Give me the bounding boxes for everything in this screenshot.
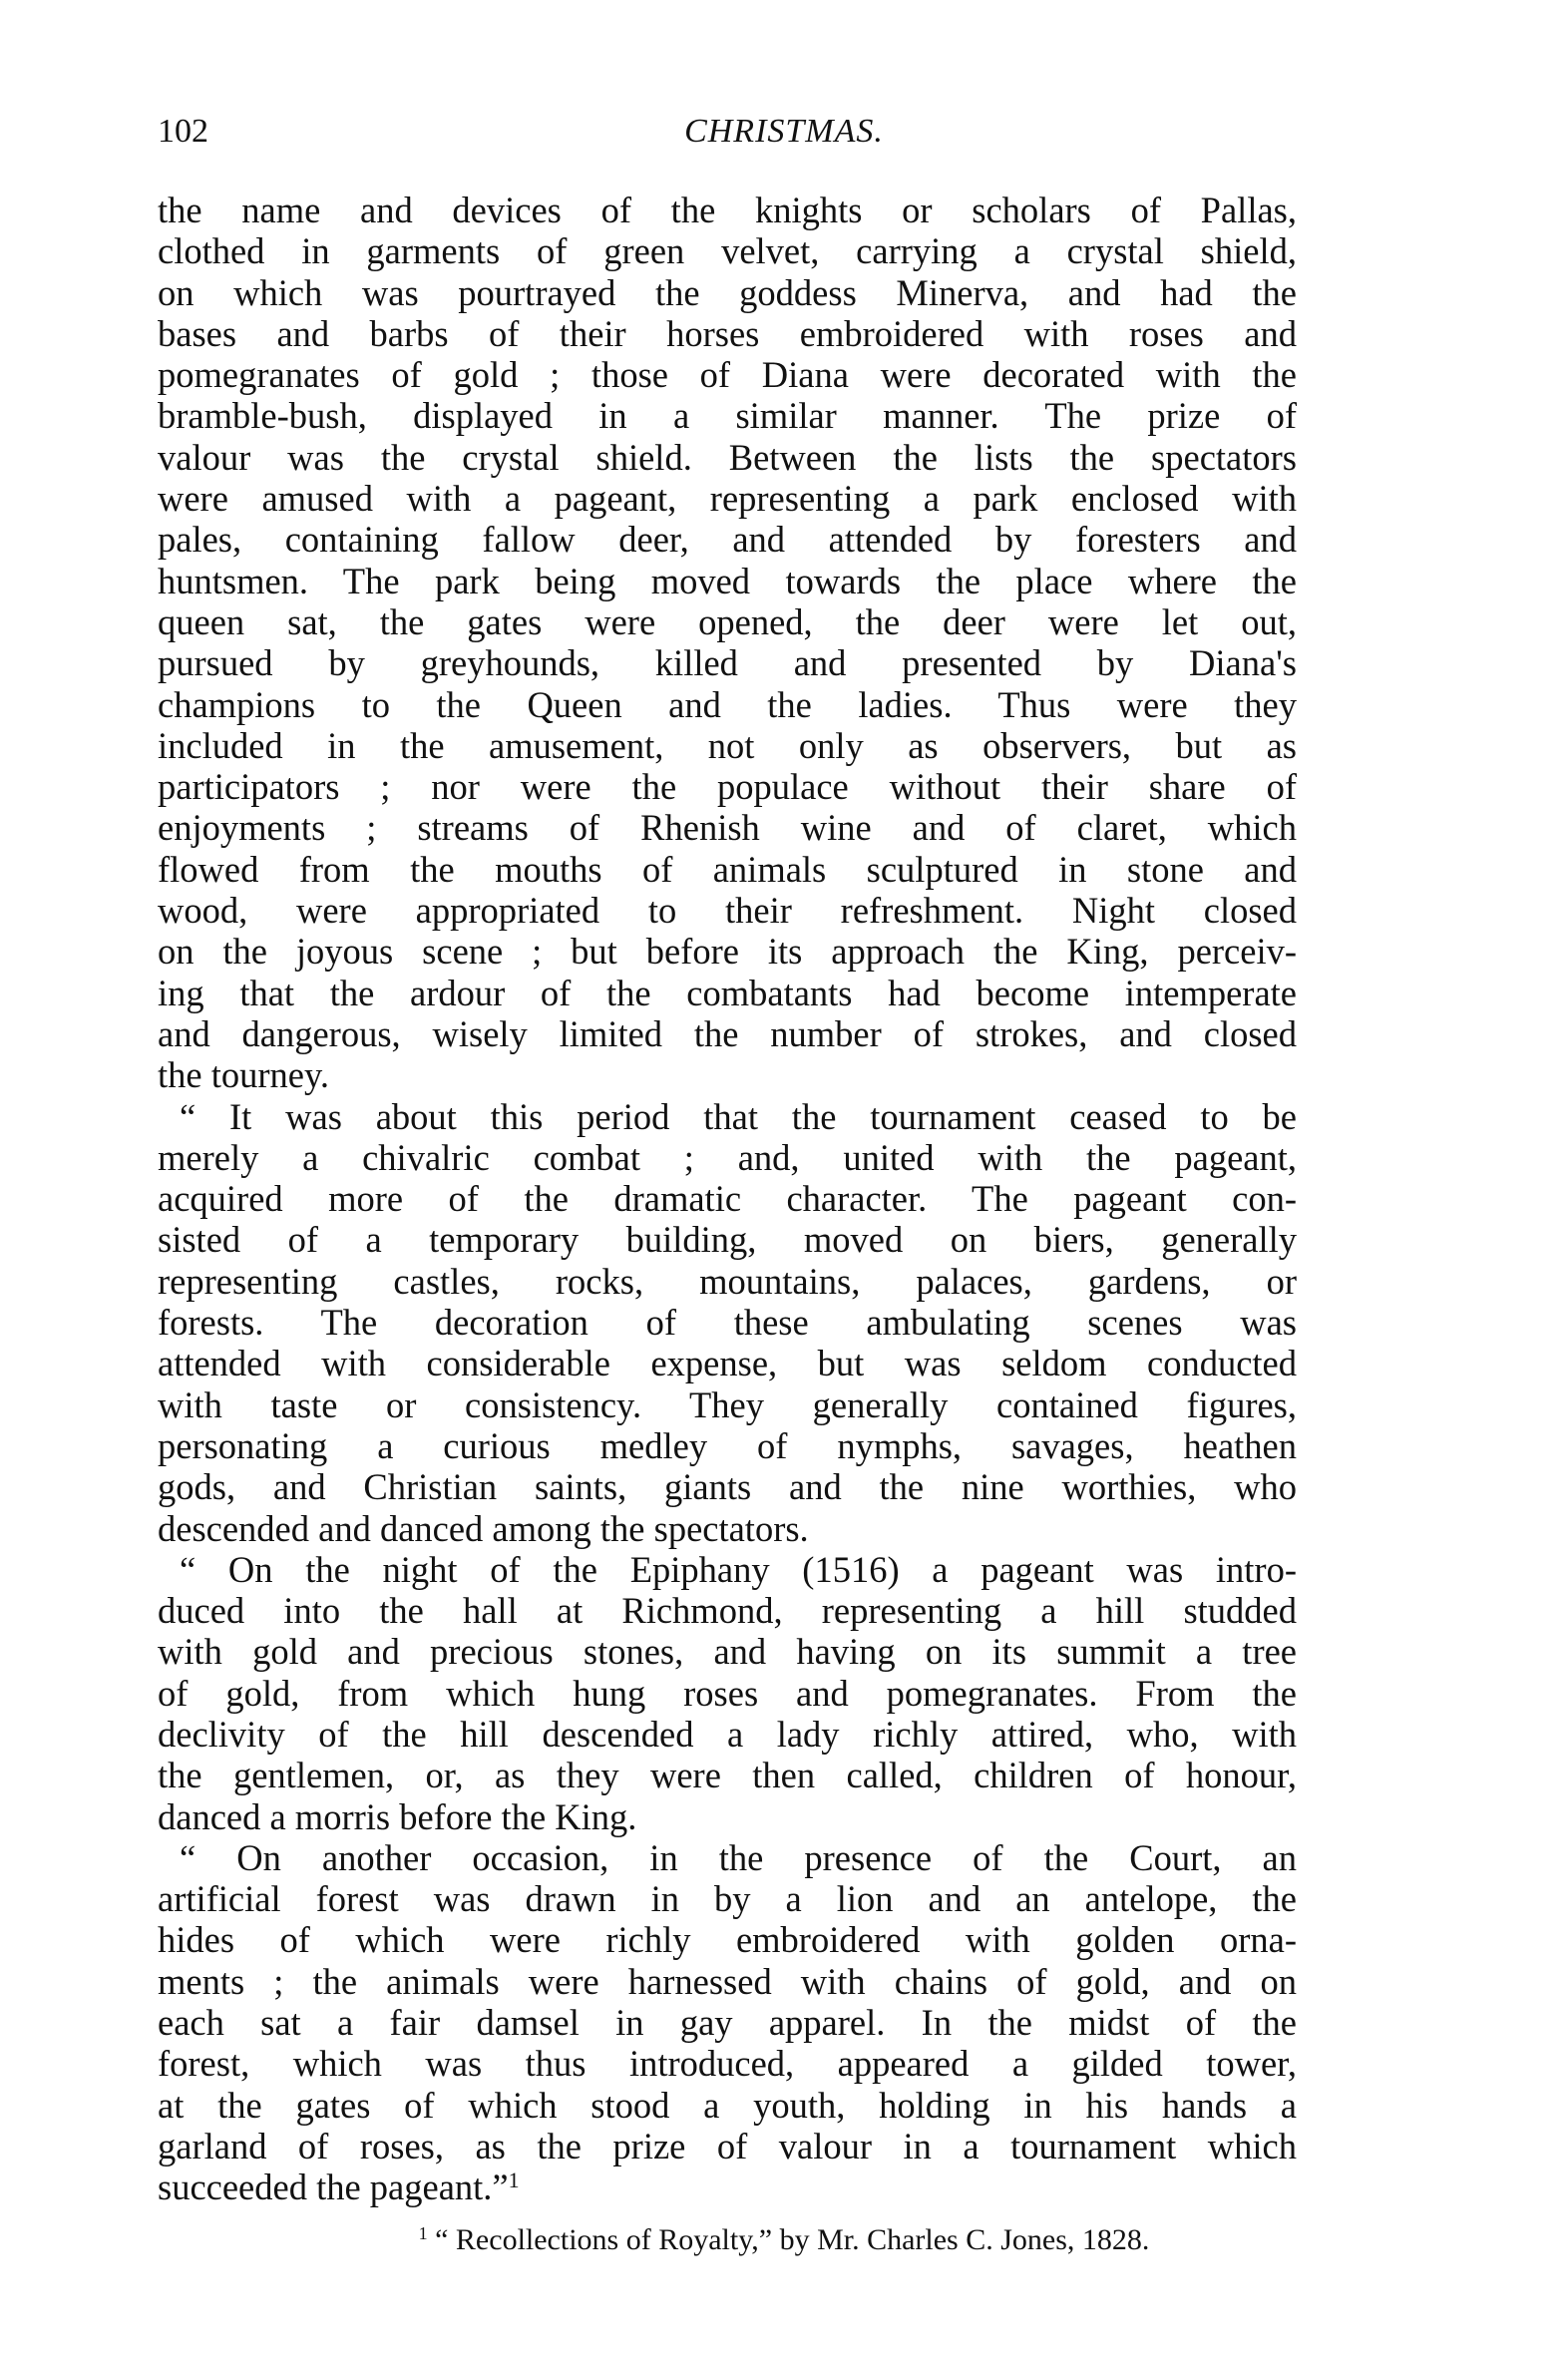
line-text: succeeded the pageant.” xyxy=(158,2166,509,2208)
line-text: “ On the night of the Epiphany (1516) a pageant was intro- xyxy=(180,1548,1297,1590)
line-text: enjoyments ; streams of Rhenish wine and of claret, which xyxy=(158,807,1297,849)
line-text: the gentlemen, or, as they were then called, children of honour, xyxy=(158,1755,1297,1796)
text-line xyxy=(158,931,1297,972)
text-line xyxy=(158,1755,1297,1795)
text-line xyxy=(158,1425,1297,1466)
footnote-reference: 1 xyxy=(508,2167,520,2193)
body-text xyxy=(158,190,1297,2208)
line-text: on the joyous scene ; but before its approach the King, perceiv- xyxy=(158,931,1297,973)
line-text: descended and danced among the spectators. xyxy=(158,1507,809,1549)
text-line xyxy=(158,684,1297,725)
paragraph xyxy=(158,190,1297,1096)
line-text: artificial forest was drawn in by a lion and an antelope, the xyxy=(158,1878,1297,1920)
text-line xyxy=(158,849,1297,890)
running-title: CHRISTMAS. xyxy=(684,113,884,150)
line-text: pursued by greyhounds, killed and presented by Diana's xyxy=(158,642,1297,684)
text-line xyxy=(158,272,1297,313)
line-text: and dangerous, wisely limited the number of strokes, and closed xyxy=(158,1012,1297,1054)
line-text: participators ; nor were the populace without their share of xyxy=(158,766,1297,808)
line-text: flowed from the mouths of animals sculptured in stone and xyxy=(158,848,1297,890)
line-text: pales, containing fallow deer, and attended by foresters and xyxy=(158,519,1297,561)
text-line xyxy=(158,313,1297,354)
text-line xyxy=(158,1919,1297,1960)
line-text: attended with considerable expense, but was seldom conducted xyxy=(158,1343,1297,1384)
line-text: personating a curious medley of nymphs, savages, heathen xyxy=(158,1424,1297,1466)
line-text: “ It was about this period that the tournament ceased to be xyxy=(180,1095,1297,1137)
line-text: wood, were appropriated to their refreshment. Night closed xyxy=(158,890,1297,932)
footnote xyxy=(0,2222,1568,2258)
line-text: declivity of the hill descended a lady richly attired, who, with xyxy=(158,1713,1297,1755)
line-text: each sat a fair damsel in gay apparel. In the midst of the xyxy=(158,2002,1297,2044)
line-text: representing castles, rocks, mountains, palaces, gardens, or xyxy=(158,1260,1297,1302)
text-line xyxy=(158,642,1297,683)
text-line xyxy=(158,519,1297,560)
text-line xyxy=(158,2043,1297,2084)
line-text: the tourney. xyxy=(158,1054,329,1096)
text-line xyxy=(158,354,1297,395)
text-line xyxy=(158,1961,1297,2002)
text-line xyxy=(158,2085,1297,2126)
text-line xyxy=(158,1508,1297,1549)
line-text: garland of roses, as the prize of valour in a tournament which xyxy=(158,2125,1297,2166)
text-line xyxy=(158,2126,1297,2166)
text-line xyxy=(158,1673,1297,1714)
line-text: merely a chivalric combat ; and, united with the pageant, xyxy=(158,1136,1297,1178)
line-text: were amused with a pageant, representing a park enclosed with xyxy=(158,478,1297,520)
text-line xyxy=(158,807,1297,848)
paragraph xyxy=(158,1549,1297,1837)
text-line xyxy=(158,1013,1297,1054)
line-text: the name and devices of the knights or scholars of Pallas, xyxy=(158,190,1297,230)
line-text: queen sat, the gates were opened, the deer were let out, xyxy=(158,600,1297,642)
text-line xyxy=(158,395,1297,436)
line-text: “ On another occasion, in the presence of the Court, an xyxy=(180,1836,1297,1878)
text-line xyxy=(158,1796,1297,1837)
line-text: gods, and Christian saints, giants and the nine worthies, who xyxy=(158,1466,1297,1508)
text-line xyxy=(158,2002,1297,2043)
text-line xyxy=(158,1219,1297,1260)
text-line xyxy=(158,1302,1297,1343)
line-text: hides of which were richly embroidered with golden orna- xyxy=(158,1919,1297,1961)
line-text: sisted of a temporary building, moved on biers, generally xyxy=(158,1219,1297,1261)
text-line xyxy=(158,1384,1297,1425)
paragraph xyxy=(158,1096,1297,1549)
line-text: valour was the crystal shield. Between the lists the spectators xyxy=(158,436,1297,478)
line-text: with taste or consistency. They generally contained figures, xyxy=(158,1383,1297,1425)
line-text: of gold, from which hung roses and pomegranates. From the xyxy=(158,1672,1297,1714)
line-text: ing that the ardour of the combatants had become intemperate xyxy=(158,972,1297,1013)
text-line xyxy=(158,1837,1297,1878)
line-text: forest, which was thus introduced, appeared a gilded tower, xyxy=(158,2043,1297,2085)
text-line xyxy=(158,190,1297,230)
text-line xyxy=(158,1549,1297,1590)
text-line xyxy=(158,437,1297,478)
line-text: bramble-bush, displayed in a similar manner. The prize of xyxy=(158,395,1297,437)
line-text: forests. The decoration of these ambulating scenes was xyxy=(158,1302,1297,1344)
text-line xyxy=(158,561,1297,601)
line-text: pomegranates of gold ; those of Diana were decorated with the xyxy=(158,354,1297,396)
text-line xyxy=(158,1714,1297,1755)
text-line xyxy=(158,890,1297,931)
text-line xyxy=(158,601,1297,642)
line-text: clothed in garments of green velvet, carrying a crystal shield, xyxy=(158,230,1297,272)
text-line xyxy=(158,1054,1297,1095)
text-line xyxy=(158,478,1297,519)
text-line xyxy=(158,1878,1297,1919)
text-line xyxy=(158,230,1297,271)
line-text: bases and barbs of their horses embroidered with roses and xyxy=(158,312,1297,354)
line-text: ments ; the animals were harnessed with chains of gold, and on xyxy=(158,1960,1297,2002)
text-line xyxy=(158,1590,1297,1631)
text-line xyxy=(158,1466,1297,1507)
paragraph xyxy=(158,1837,1297,2208)
text-line xyxy=(158,766,1297,807)
text-line xyxy=(158,1178,1297,1219)
line-text: included in the amusement, not only as observers, but as xyxy=(158,724,1297,766)
line-text: on which was pourtrayed the goddess Minerva, and had the xyxy=(158,271,1297,313)
text-line xyxy=(158,1096,1297,1137)
text-line xyxy=(158,725,1297,766)
text-line xyxy=(158,973,1297,1013)
text-line xyxy=(158,2166,1297,2207)
text-line xyxy=(158,1137,1297,1178)
line-text: with gold and precious stones, and having on its summit a tree xyxy=(158,1631,1297,1673)
line-text: champions to the Queen and the ladies. Thus were they xyxy=(158,683,1297,725)
text-line xyxy=(158,1261,1297,1302)
line-text: huntsmen. The park being moved towards the place where the xyxy=(158,560,1297,601)
line-text: at the gates of which stood a youth, holding in his hands a xyxy=(158,2084,1297,2126)
text-line xyxy=(158,1343,1297,1383)
footnote-text: “ Recollections of Royalty,” by Mr. Charles C. Jones, 1828. xyxy=(435,2223,1150,2256)
line-text: acquired more of the dramatic character. The pageant con- xyxy=(158,1178,1297,1220)
page-number: 102 xyxy=(158,113,208,150)
line-text: duced into the hall at Richmond, representing a hill studded xyxy=(158,1590,1297,1632)
footnote-marker: 1 xyxy=(418,2223,428,2244)
text-line xyxy=(158,1631,1297,1672)
line-text: danced a morris before the King. xyxy=(158,1795,637,1837)
